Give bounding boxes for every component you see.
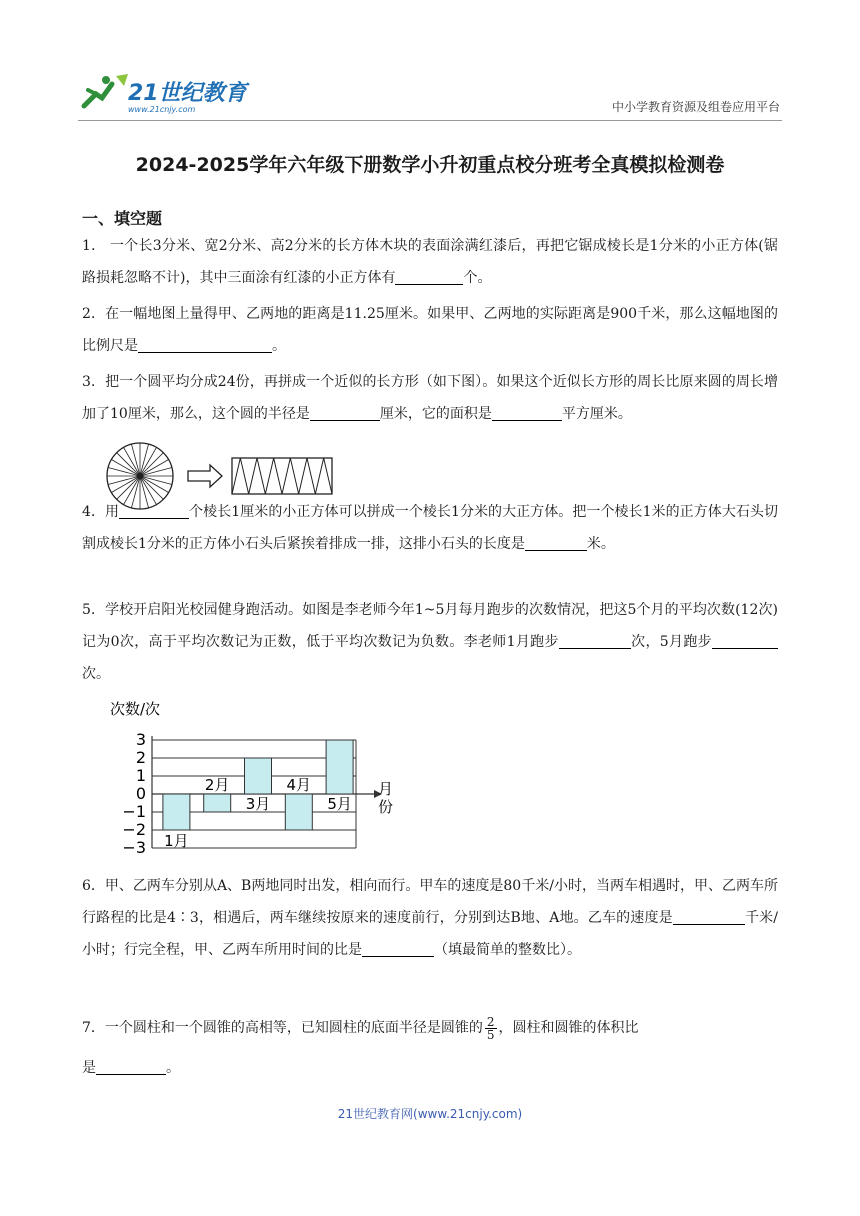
question-7-line-2 — [82, 1052, 778, 1084]
q7-text-2: 是 — [82, 1060, 96, 1076]
runner-icon — [84, 74, 128, 106]
q3-radius-blank[interactable] — [310, 404, 380, 421]
q5-text-mid: 次，5月跑步 — [630, 634, 713, 650]
bar-5 — [326, 740, 353, 794]
y-tick-label: −3 — [122, 838, 146, 857]
q4-count-blank[interactable] — [119, 502, 189, 519]
y-tick-label: 0 — [135, 784, 146, 803]
q1-answer-blank[interactable] — [395, 268, 463, 285]
chart-ylabel: 次数/次 — [110, 700, 161, 718]
y-tick-label: 1 — [135, 766, 146, 785]
chart-xlabel-2: 份 — [378, 798, 394, 816]
y-tick-label: −1 — [122, 802, 146, 821]
question-6 — [82, 870, 778, 966]
month-label: 3月 — [245, 795, 271, 813]
bar-3 — [245, 758, 272, 794]
q1-text-end: 个。 — [463, 270, 492, 286]
page-title: 2024-2025学年六年级下册数学小升初重点校分班考全真模拟检测卷 — [135, 154, 725, 176]
q4-length-blank[interactable] — [525, 534, 587, 551]
q7-text: 7．一个圆柱和一个圆锥的高相等，已知圆柱的底面半径是圆锥的 — [82, 1020, 483, 1036]
question-4 — [82, 496, 778, 560]
q5-may-blank[interactable] — [712, 632, 778, 649]
q3-text: 3．把一个圆平均分成24份，再拼成一个近似的长方形（如下图）。如果这个近似长方形的周长比原来圆的周长增加了10厘米，那么，这个圆的半径是 — [82, 374, 778, 422]
chart-y-ticks — [122, 730, 146, 857]
q3-text-end: 平方厘米。 — [561, 406, 632, 422]
rectangle-zigzag — [232, 458, 332, 494]
arrow-icon — [188, 465, 222, 487]
logo-text: 21世纪教育 — [128, 81, 247, 106]
bar-4 — [285, 794, 312, 830]
month-label: 4月 — [286, 776, 312, 794]
q2-answer-blank[interactable] — [138, 336, 272, 353]
chart-bars — [163, 740, 353, 830]
q2-text: 2．在一幅地图上量得甲、乙两地的距离是11.25厘米。如果甲、乙两地的实际距离是900千米，那么这幅地图的比例尺是 — [82, 306, 778, 354]
footer-source: 21世纪教育网(www.21cnjy.com) — [337, 1107, 523, 1121]
q6-text-mid: 千米/小时；行完全程，甲、乙两车所用时间的比是 — [82, 910, 778, 958]
y-tick-label: −2 — [122, 820, 146, 839]
q6-speed-blank[interactable] — [673, 908, 745, 925]
q2-text-end: 。 — [272, 338, 286, 354]
bar-2 — [204, 794, 231, 812]
question-1 — [82, 230, 778, 294]
section-heading: 一、填空题 — [82, 209, 163, 228]
q3-area-blank[interactable] — [492, 404, 562, 421]
y-tick-label: 2 — [135, 748, 146, 767]
q5-text-end: 次。 — [82, 666, 110, 682]
y-tick-label: 3 — [135, 730, 146, 749]
q7-fraction — [485, 1016, 497, 1041]
q4-text-end: 米。 — [586, 536, 615, 552]
logo-url: www.21cnjy.com — [128, 105, 196, 114]
month-label: 1月 — [164, 832, 189, 850]
q7-text-end: 。 — [166, 1060, 180, 1076]
header-divider — [78, 120, 782, 121]
q1-text: 1． 一个长3分米、宽2分米、高2分米的长方体木块的表面涂满红漆后，再把它锯成棱长是1分米的小正方体(锯路损耗忽略不计)，其中三面涂有红漆的小正方体有 — [82, 238, 778, 286]
q7-text-mid: ，圆柱和圆锥的体积比 — [498, 1020, 639, 1036]
q7-ratio-blank[interactable] — [96, 1058, 166, 1075]
month-label: 5月 — [327, 795, 352, 813]
q5-jan-blank[interactable] — [559, 632, 631, 649]
q5-text: 5．学校开启阳光校园健身跑活动。如图是李老师今年1~5月每月跑步的次数情况，把这5个月的平均次数(12次)记为0次，高于平均次数记为正数，低于平均次数记为负数。李老师1月跑步 — [82, 602, 778, 650]
question-3 — [82, 366, 778, 430]
q6-text-end: （填最简单的整数比）。 — [434, 942, 581, 958]
q6-text: 6．甲、乙两车分别从A、B两地同时出发，相向而行。甲车的速度是80千米/小时，当两车相遇时，甲、乙两车所行路程的比是4∶3，相遇后，两车继续按原来的速度前行，分别到达B地、A地。乙车的速度是 — [82, 878, 778, 926]
month-label: 2月 — [204, 776, 230, 794]
circle-center — [137, 473, 143, 479]
q7-fraction-numerator: 2 — [486, 1014, 495, 1029]
q6-ratio-blank[interactable] — [362, 940, 434, 957]
question-2 — [82, 298, 778, 362]
q4-text-mid: 个棱长1厘米的小正方体可以拼成一个棱长1分米的大正方体。把一个棱长1米的正方体大石头切割成棱长1分米的正方体小石头后紧挨着排成一排，这排小石头的长度是 — [82, 504, 778, 552]
bar-1 — [163, 794, 190, 830]
q7-fraction-denominator: 5 — [486, 1027, 495, 1042]
q3-text-mid: 厘米，它的面积是 — [379, 406, 492, 422]
approx-rectangle — [232, 458, 332, 494]
platform-name: 中小学教育资源及组卷应用平台 — [611, 100, 780, 114]
chart-xlabel-1: 月 — [378, 780, 394, 798]
running-chart — [104, 694, 404, 862]
question-7 — [82, 1012, 778, 1044]
q4-text: 4．用 — [82, 504, 120, 520]
question-5 — [82, 594, 778, 690]
site-logo — [76, 72, 256, 116]
